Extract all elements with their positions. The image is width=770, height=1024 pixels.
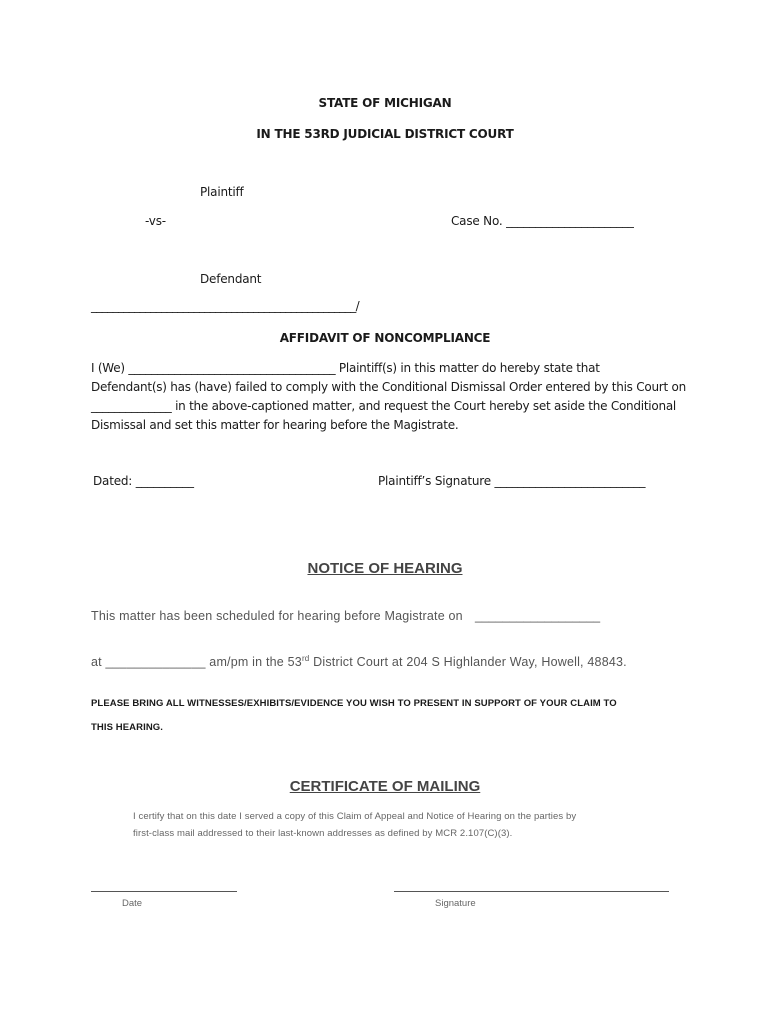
- affidavit-statement: [91, 359, 691, 435]
- hearing-location: District Court at 204 S Highlander Way, Howell, 48843.: [309, 655, 627, 670]
- notice-of-hearing-title: NOTICE OF HEARING: [307, 560, 463, 577]
- affidavit-line: I (We) ____________________________________ Plaintiff(s) in this matter do hereby state that: [91, 361, 600, 375]
- plaintiff-label: Plaintiff: [200, 185, 244, 199]
- affidavit-line: Defendant(s) has (have) failed to comply with the Conditional Dismissal Order entered by this Court on: [91, 380, 686, 394]
- date-signature-line: [91, 891, 237, 892]
- state-heading: STATE OF MICHIGAN: [318, 96, 452, 110]
- signature-label: Signature: [435, 898, 476, 909]
- bring-evidence-notice: PLEASE BRING ALL WITNESSES/EXHIBITS/EVIDENCE YOU WISH TO PRESENT IN SUPPORT OF YOUR CLAIM TO: [91, 698, 617, 709]
- defendant-label: Defendant: [200, 272, 262, 286]
- magistrate-date-blank: __________________: [475, 609, 601, 623]
- certificate-of-mailing-title: CERTIFICATE OF MAILING: [289, 778, 481, 795]
- bring-evidence-notice-cont: THIS HEARING.: [91, 722, 164, 733]
- hearing-scheduled-text: This matter has been scheduled for hearing before Magistrate on: [91, 609, 463, 623]
- vs-label: -vs-: [145, 214, 166, 228]
- case-number-field: Case No. ______________________: [451, 214, 634, 228]
- certification-text: I certify that on this date I served a copy of this Claim of Appeal and Notice of Hearing on the parties by: [133, 811, 577, 822]
- affidavit-line: ______________ in the above-captioned matter, and request the Court hereby set aside the Conditional: [91, 399, 677, 413]
- signature-line: [394, 891, 669, 892]
- date-label: Date: [122, 898, 143, 909]
- court-heading: IN THE 53RD JUDICIAL DISTRICT COURT: [256, 127, 514, 141]
- affidavit-title: AFFIDAVIT OF NONCOMPLIANCE: [279, 331, 491, 345]
- plaintiff-signature-field: Plaintiff’s Signature __________________________: [378, 474, 646, 488]
- dated-field: Dated: __________: [93, 474, 194, 488]
- hearing-time-location: [91, 654, 627, 669]
- affidavit-line: Dismissal and set this matter for hearing before the Magistrate.: [91, 418, 459, 432]
- hearing-time-prefix: at ______________ am/pm in the 53: [91, 655, 302, 670]
- ordinal-suffix: rd: [301, 654, 310, 663]
- caption-separator: _________________________________________________/: [91, 299, 360, 313]
- certification-text-cont: first-class mail addressed to their last-known addresses as defined by MCR 2.107(C)(3).: [133, 828, 513, 839]
